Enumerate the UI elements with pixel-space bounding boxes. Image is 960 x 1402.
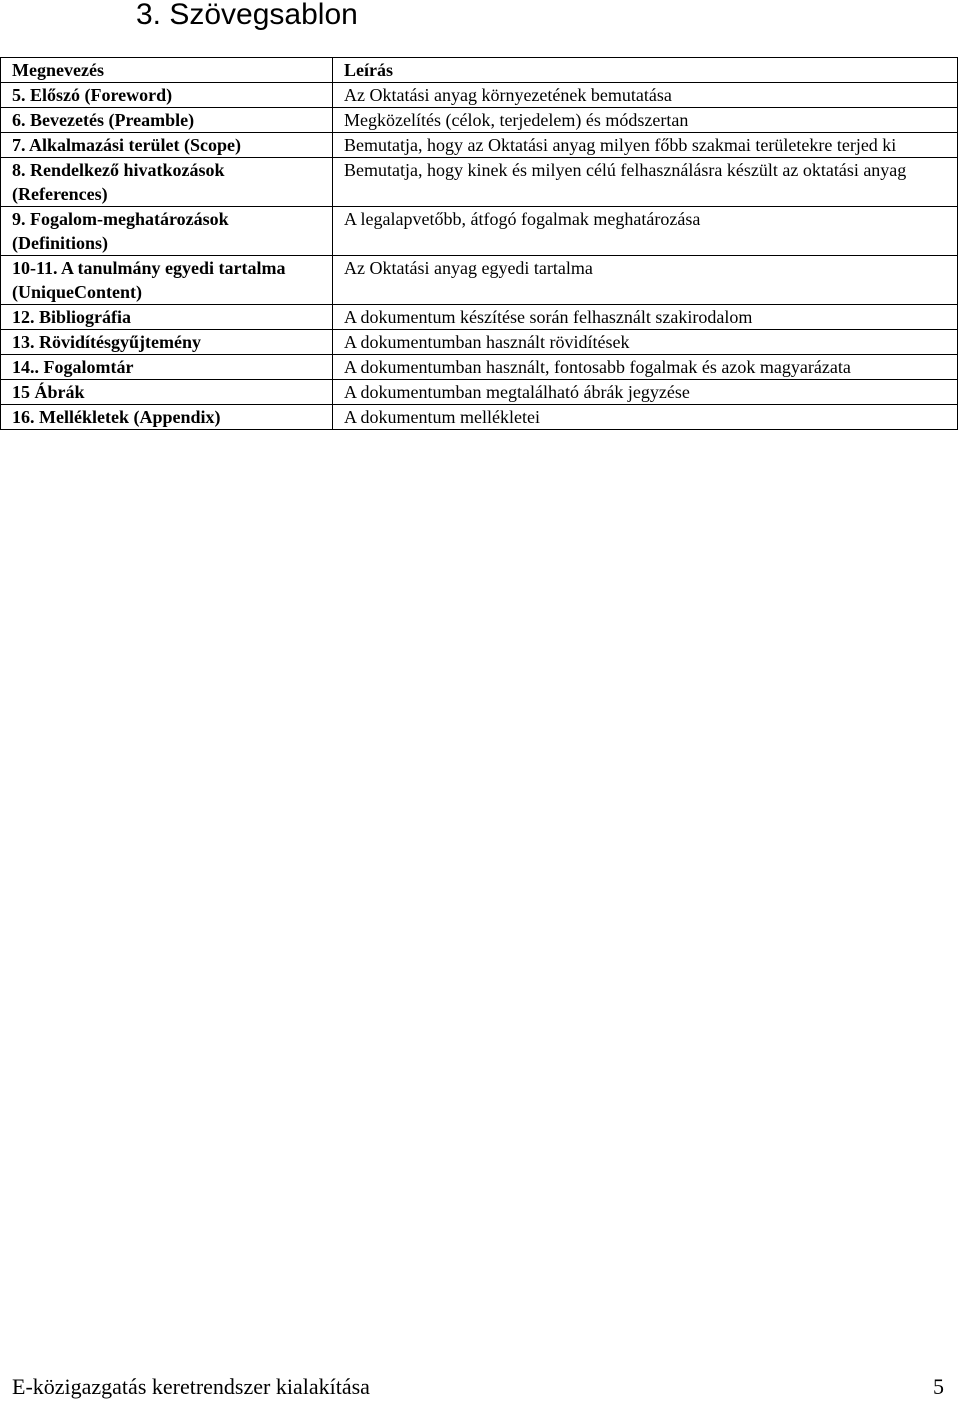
row-name: 8. Rendelkező hivatkozások (References) [1, 158, 333, 207]
row-name: 15 Ábrák [1, 380, 333, 405]
table-row [1, 207, 958, 256]
table-row [1, 405, 958, 430]
table-row [1, 108, 958, 133]
row-description: Megközelítés (célok, terjedelem) és módszertan [333, 108, 958, 133]
row-name: 7. Alkalmazási terület (Scope) [1, 133, 333, 158]
row-name: 13. Rövidítésgyűjtemény [1, 330, 333, 355]
table-row [1, 158, 958, 207]
table-row [1, 355, 958, 380]
table-row [1, 305, 958, 330]
row-description: A legalapvetőbb, átfogó fogalmak meghatározása [333, 207, 958, 256]
header-description: Leírás [333, 58, 958, 83]
row-description: Az Oktatási anyag környezetének bemutatása [333, 83, 958, 108]
table-row [1, 133, 958, 158]
table-row [1, 83, 958, 108]
row-description: A dokumentumban használt, fontosabb fogalmak és azok magyarázata [333, 355, 958, 380]
row-name: 9. Fogalom-meghatározások (Definitions) [1, 207, 333, 256]
row-description: A dokumentum készítése során felhasznált szakirodalom [333, 305, 958, 330]
table-row [1, 380, 958, 405]
table-header-row [1, 58, 958, 83]
table-row [1, 330, 958, 355]
row-name: 12. Bibliográfia [1, 305, 333, 330]
row-description: A dokumentum mellékletei [333, 405, 958, 430]
row-name: 16. Mellékletek (Appendix) [1, 405, 333, 430]
row-description: Bemutatja, hogy kinek és milyen célú felhasználásra készült az oktatási anyag [333, 158, 958, 207]
row-description: Bemutatja, hogy az Oktatási anyag milyen főbb szakmai területekre terjed ki [333, 133, 958, 158]
row-name: 10-11. A tanulmány egyedi tartalma (UniqueContent) [1, 256, 333, 305]
template-table [0, 57, 958, 430]
row-name: 14.. Fogalomtár [1, 355, 333, 380]
table-row [1, 256, 958, 305]
footer-document-title: E-közigazgatás keretrendszer kialakítása [12, 1374, 370, 1399]
row-name: 5. Előszó (Foreword) [1, 83, 333, 108]
row-description: A dokumentumban megtalálható ábrák jegyzése [333, 380, 958, 405]
row-description: Az Oktatási anyag egyedi tartalma [333, 256, 958, 305]
footer-page-number: 5 [933, 1374, 944, 1399]
row-description: A dokumentumban használt rövidítések [333, 330, 958, 355]
header-name: Megnevezés [1, 58, 333, 83]
row-name: 6. Bevezetés (Preamble) [1, 108, 333, 133]
section-title: 3. Szövegsablon [136, 0, 358, 31]
